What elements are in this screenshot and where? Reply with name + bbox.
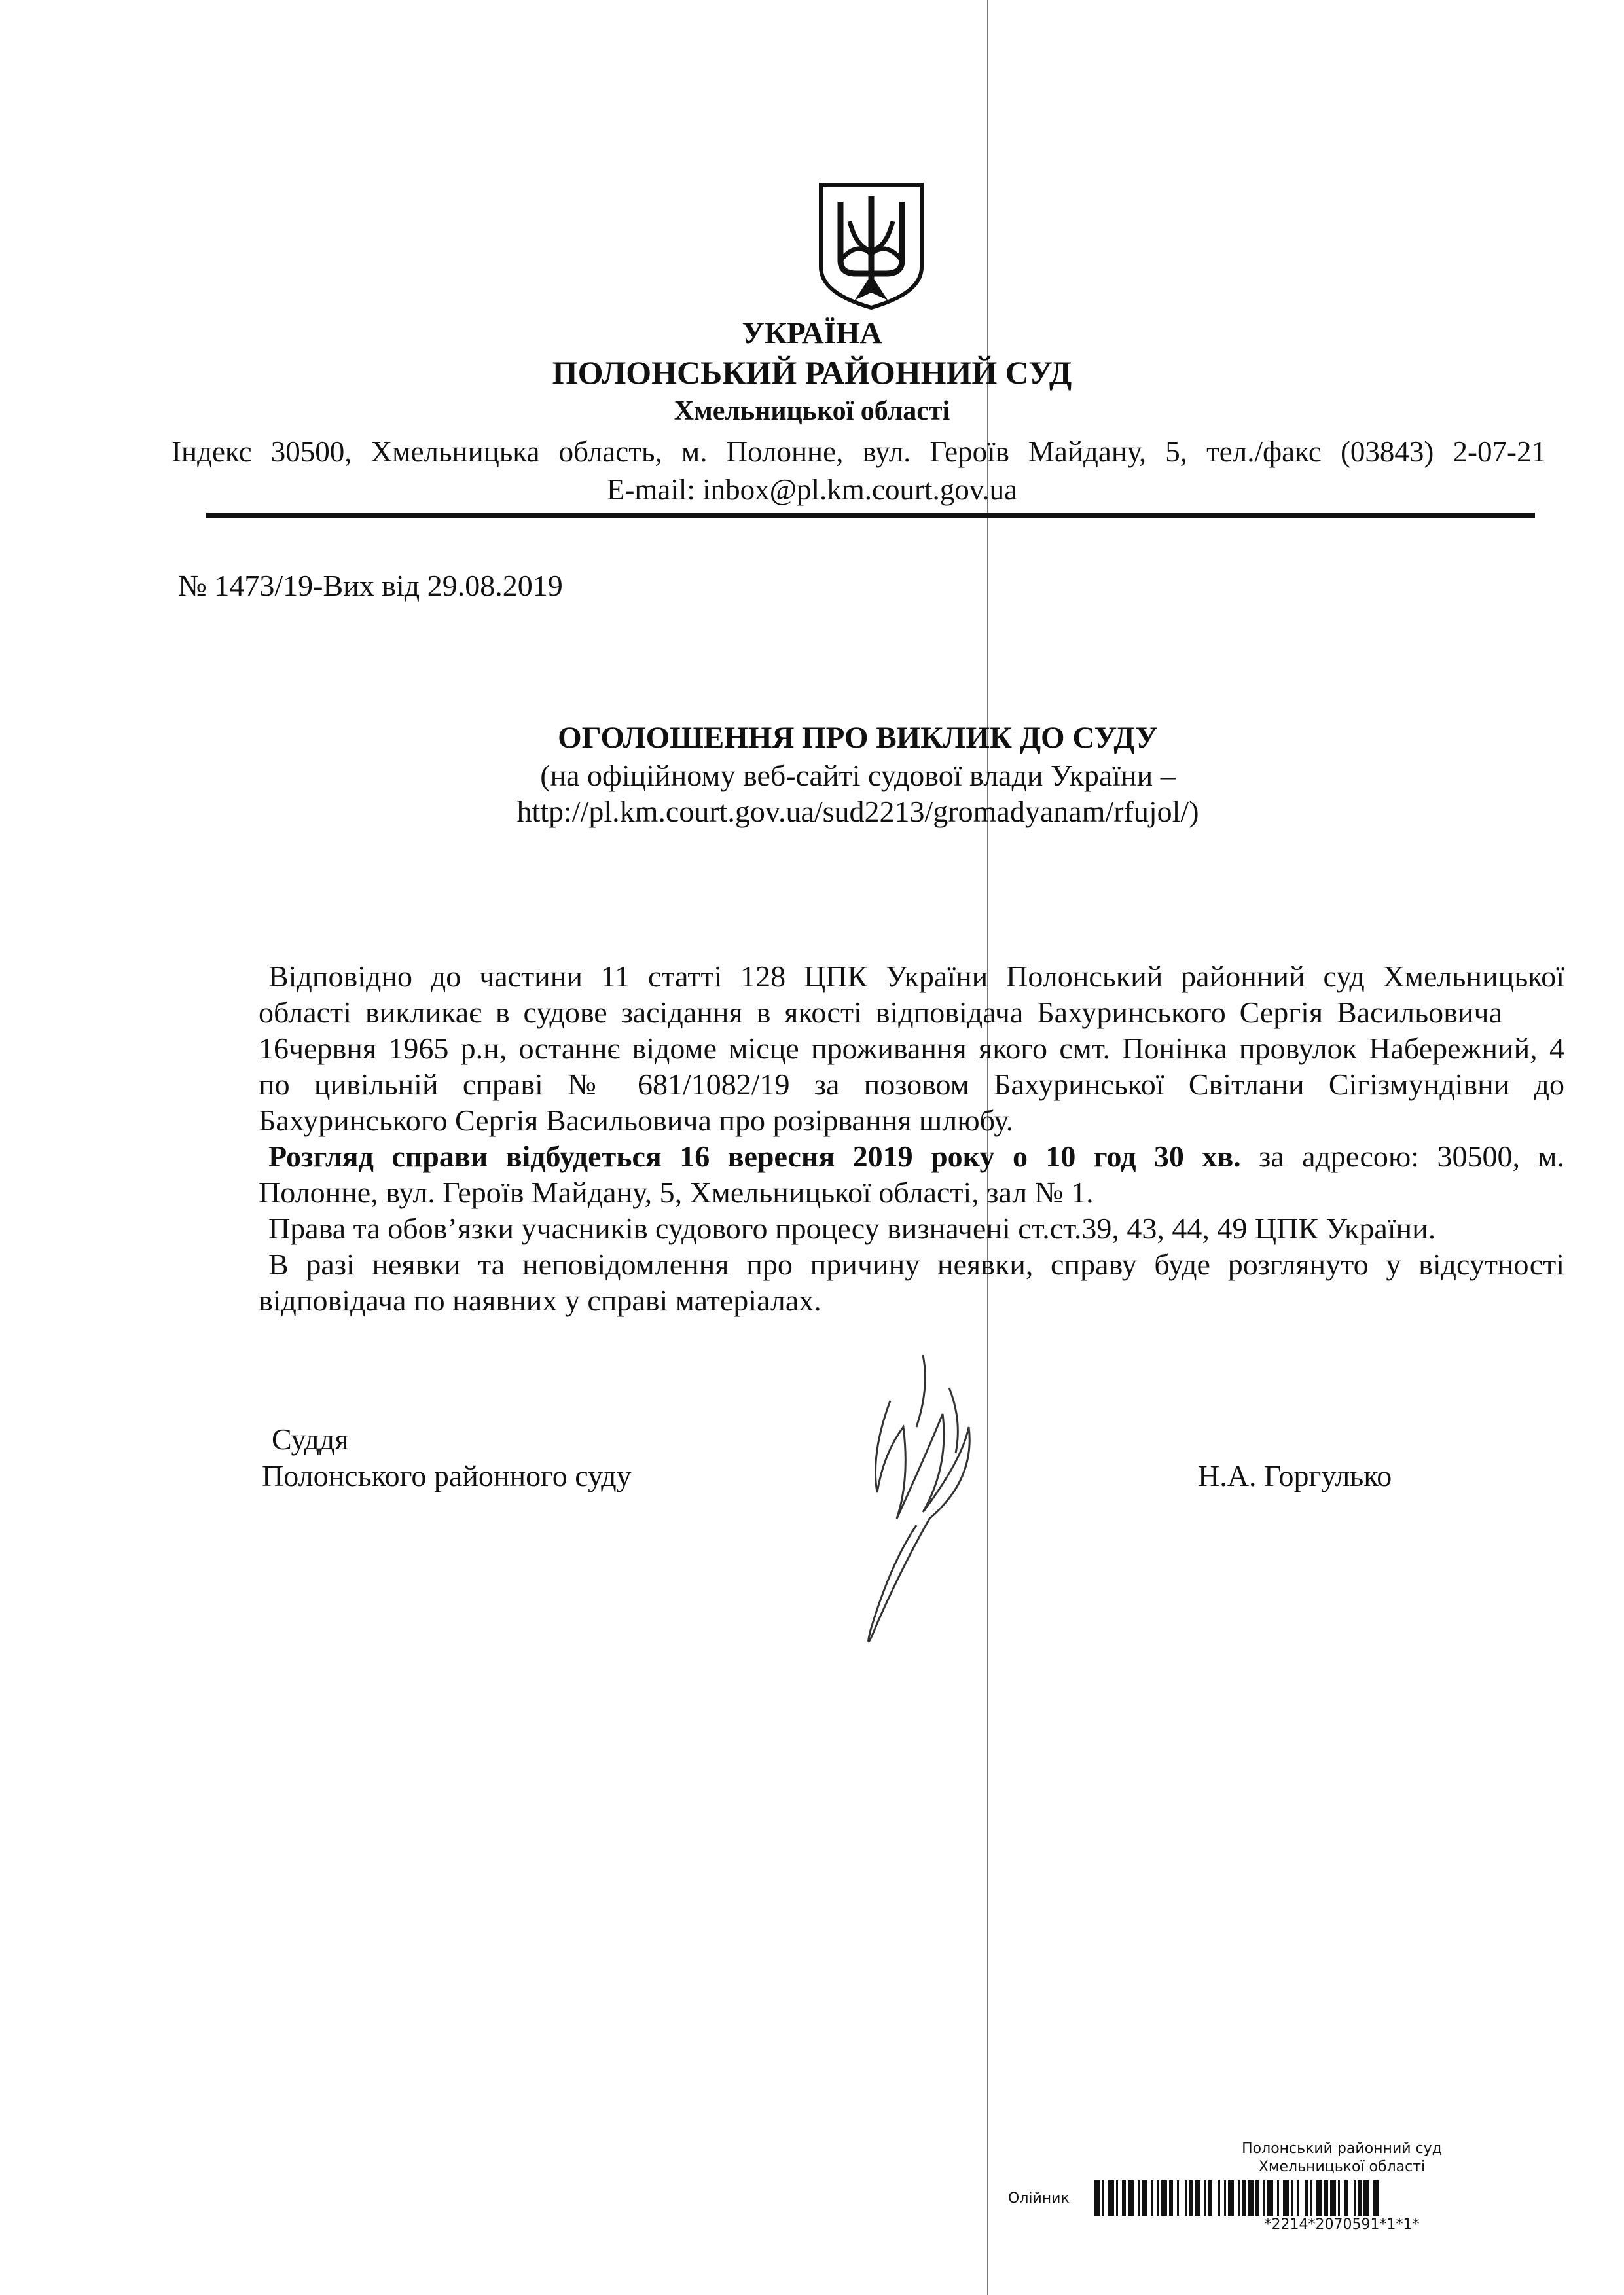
barcode-bar <box>1228 2180 1234 2216</box>
court-address: Індекс 30500, Хмельницька область, м. Полонне, вул. Героїв Майдану, 5, тел./факс (03843) 2-07-21 <box>171 435 1546 468</box>
outgoing-number: № 1473/19-Вих від 29.08.2019 <box>178 569 563 602</box>
barcode-bar <box>1142 2180 1147 2216</box>
barcode-bar <box>1283 2180 1289 2216</box>
country-name: УКРАЇНА <box>742 316 882 350</box>
body-line: області викликає в судове засідання в якості відповідача Бахуринського Сергія Васильовича <box>259 996 1502 1029</box>
announcement-subtitle: (на офіційному веб-сайті судової влади України – <box>540 759 1176 792</box>
barcode-bar <box>1267 2180 1273 2216</box>
body-line: Відповідно до частини 11 статті 128 ЦПК України Полонський районний суд Хмельницької <box>268 960 1564 993</box>
body-line: Бахуринського Сергія Васильовича про розірвання шлюбу. <box>259 1104 1014 1137</box>
body-line: В разі неявки та неповідомлення про причину неявки, справу буде розглянуто у відсутності <box>268 1248 1564 1281</box>
barcode-bar <box>1248 2180 1254 2216</box>
hearing-line <box>268 1139 1564 1174</box>
barcode-bar <box>1330 2180 1336 2216</box>
barcode-bar <box>1179 2180 1185 2216</box>
body-line: Права та обов’язки учасників судового процесу визначені ст.ст.39, 43, 44, 49 ЦПК України. <box>268 1212 1436 1245</box>
signature-court: Полонського районного суду <box>262 1459 632 1492</box>
court-region: Хмельницької області <box>674 396 950 426</box>
stamp-court: Полонський районний суд <box>1242 2141 1442 2157</box>
hearing-address: за адресою: 30500, м. <box>1240 1140 1564 1173</box>
signature-name: Н.А. Горгулько <box>1198 1459 1392 1492</box>
body-line: по цивільній справі № 681/1082/19 за позовом Бахуринської Світлани Сігізмундівни до <box>259 1068 1564 1101</box>
clerk-name: Олійник <box>1008 2190 1070 2207</box>
barcode-bar <box>1348 2180 1354 2216</box>
announcement-url: http://pl.km.court.gov.ua/sud2213/gromadyanam/rfujol/) <box>516 795 1199 828</box>
barcode-bar <box>1363 2180 1369 2216</box>
trident-icon <box>817 182 926 310</box>
barcode <box>1094 2180 1564 2216</box>
header-divider <box>206 513 1535 518</box>
body-line: Полонне, вул. Героїв Майдану, 5, Хмельницької області, зал № 1. <box>259 1176 1094 1209</box>
court-email: E-mail: inbox@pl.km.court.gov.ua <box>606 473 1018 506</box>
barcode-bar <box>1379 2180 1381 2216</box>
barcode-bar <box>1373 2180 1379 2216</box>
hearing-date: Розгляд справи відбудеться 16 вересня 2019 року о 10 год 30 хв. <box>268 1140 1241 1173</box>
barcode-bar <box>1128 2180 1134 2216</box>
barcode-bar <box>1108 2180 1114 2216</box>
barcode-bar <box>1212 2180 1218 2216</box>
body-line: 16червня 1965 р.н, останнє відоме місце проживання якого смт. Понінка провулок Набережний, 4 <box>259 1032 1564 1065</box>
barcode-bar <box>1299 2180 1305 2216</box>
handwritten-signature <box>831 1348 1001 1663</box>
barcode-text: *2214*2070591*1*1* <box>1264 2216 1420 2233</box>
barcode-bar <box>1094 2180 1100 2216</box>
court-name: ПОЛОНСЬКИЙ РАЙОННИЙ СУД <box>552 354 1072 391</box>
signature-role: Суддя <box>272 1422 349 1456</box>
body-line: відповідача по наявних у справі матеріалах. <box>259 1284 821 1317</box>
stamp-region: Хмельницької області <box>1258 2159 1426 2175</box>
barcode-bar <box>1161 2180 1167 2216</box>
barcode-bar <box>1316 2180 1322 2216</box>
barcode-bar <box>1195 2180 1200 2216</box>
announcement-title: ОГОЛОШЕННЯ ПРО ВИКЛИК ДО СУДУ <box>558 721 1158 755</box>
